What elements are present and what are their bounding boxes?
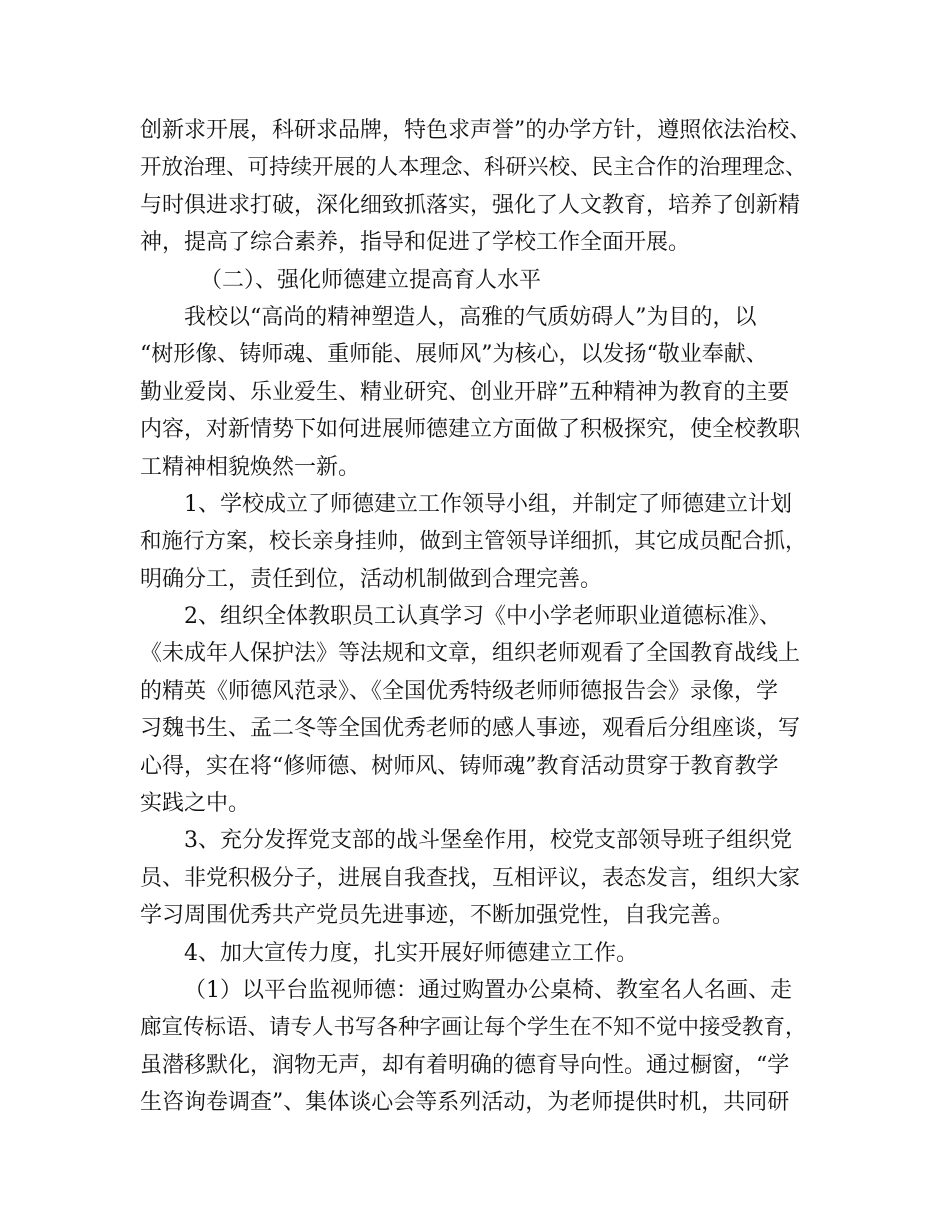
text-line: 心得，实在将“修师德、树师风、铸师魂”教育活动贯穿于教育教学 — [140, 753, 779, 779]
text-line: 明确分工，责任到位，活动机制做到合理完善。 — [140, 566, 603, 592]
text-line: 《未成年人保护法》等法规和文章，组织老师观看了全国教育战线上 — [140, 641, 801, 667]
text-line: 虽潜移默化，润物无声，却有着明确的德育导向性。通过橱窗，“学 — [140, 1052, 790, 1078]
text-line: 神，提高了综合素养，指导和促进了学校工作全面开展。 — [140, 230, 691, 256]
text-line: 勤业爱岗、乐业爱生、精业研究、创业开辟”五种精神为教育的主要 — [140, 379, 790, 405]
text-line: 开放治理、可持续开展的人本理念、科研兴校、民主合作的治理理念、 — [140, 155, 807, 181]
text-line: 我校以“高尚的精神塑造人，高雅的气质妨碍人”为目的，以 — [184, 304, 757, 330]
text-line: “树形像、铸师魂、重师能、展师风”为核心，以发扬“敬业奉献、 — [140, 342, 768, 368]
text-line: 和施行方案，校长亲身挂帅，做到主管领导详细抓，其它成员配合抓， — [140, 529, 807, 555]
text-line: 员、非党积极分子，进展自我查找，互相评议，表态发言，组织大家 — [140, 865, 801, 891]
text-line: 创新求开展，科研求品牌，特色求声誉”的办学方针，遵照依法治校、 — [140, 118, 812, 143]
text-line: （1）以平台监视师德：通过购置办公桌椅、教室名人名画、走 — [184, 977, 792, 1003]
text-line: 与时俱进求打破，深化细致抓落实，强化了人文教育，培养了创新精 — [140, 192, 801, 218]
text-line: 工精神相貌焕然一新。 — [140, 454, 361, 480]
text-line: 习魏书生、孟二冬等全国优秀老师的感人事迹，观看后分组座谈，写 — [140, 716, 801, 742]
text-line: 廊宣传标语、请专人书写各种字画让每个学生在不知不觉中接受教育， — [140, 1015, 807, 1041]
text-line: 生咨询卷调查”、集体谈心会等系列活动，为老师提供时机，共同研 — [140, 1090, 790, 1116]
text-line: 1、学校成立了师德建立工作领导小组，并制定了师德建立计划 — [184, 491, 792, 517]
text-line: 实践之中。 — [140, 791, 251, 817]
text-line: 的精英《师德风范录》、《全国优秀特级老师师德报告会》录像，学 — [140, 678, 779, 704]
text-line: 2、组织全体教职员工认真学习《中小学老师职业道德标准》、 — [184, 604, 781, 630]
document-body — [140, 112, 820, 1122]
section-heading: （二）、强化师德建立提高育人水平 — [200, 267, 542, 293]
text-line: 学习周围优秀共产党员先进事迹，不断加强党性，自我完善。 — [140, 903, 735, 929]
text-line: 3、充分发挥党支部的战斗堡垒作用，校党支部领导班子组织党 — [184, 828, 792, 854]
text-line: 内容，对新情势下如何进展师德建立方面做了积极探究，使全校教职 — [140, 417, 801, 443]
text-line: 4、加大宣传力度，扎实开展好师德建立工作。 — [184, 940, 638, 966]
